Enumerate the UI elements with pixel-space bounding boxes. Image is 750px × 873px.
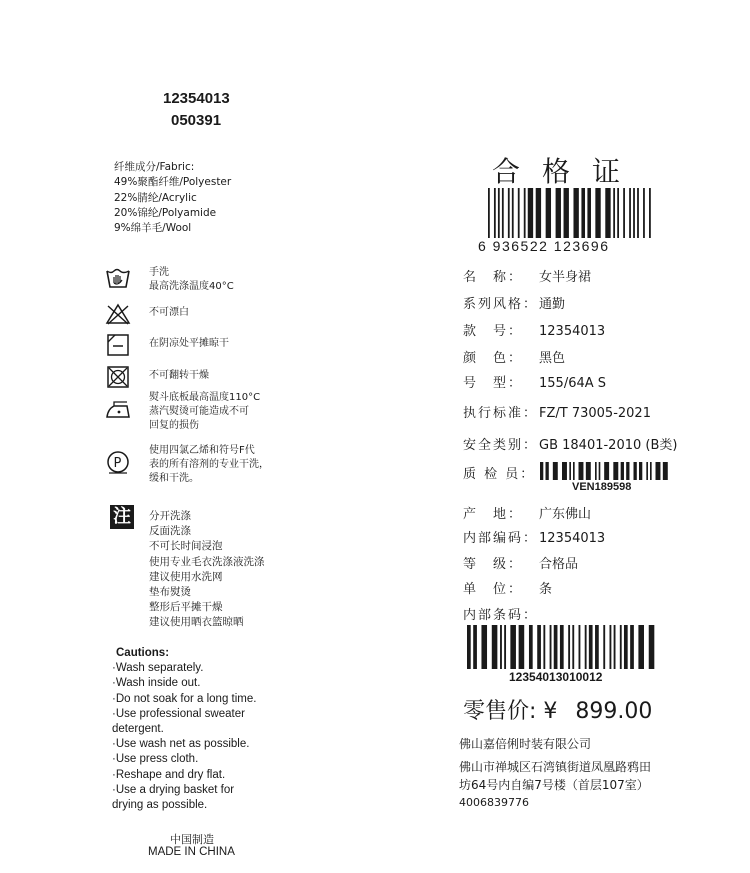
fabric-line: 22%腈纶/Acrylic — [114, 191, 197, 204]
barcode-bar — [605, 188, 610, 238]
field-row — [463, 372, 606, 391]
field-row — [463, 320, 605, 339]
fabric-line: 49%聚酯纤维/Polyester — [114, 176, 232, 189]
caution-line: ·Use press cloth. — [112, 753, 199, 766]
field-row — [463, 347, 565, 366]
caution-line: drying as possible. — [112, 799, 208, 812]
field-row — [463, 527, 605, 546]
barcode-bar — [519, 625, 525, 669]
barcode-bar — [524, 188, 526, 238]
note-line: 分开洗涤 — [149, 510, 191, 522]
barcode-bar — [502, 188, 504, 238]
barcode-bar — [579, 462, 584, 480]
lot-code: 050391 — [171, 112, 222, 129]
care-notes — [149, 509, 265, 631]
internal-barcode — [467, 625, 657, 669]
barcode-bar — [623, 188, 625, 238]
barcode-bar — [613, 462, 618, 480]
ean-number: 6 936522 123696 — [478, 238, 610, 254]
barcode-bar — [488, 188, 490, 238]
field-row — [463, 402, 651, 421]
care-row-dry-clean — [105, 444, 269, 486]
barcode-bar — [553, 462, 558, 480]
barcode-bar — [554, 625, 558, 669]
field-row — [463, 553, 578, 572]
field-value: 广东佛山 — [539, 507, 592, 522]
note-line: 反面洗涤 — [149, 525, 191, 538]
barcode-bar — [663, 462, 668, 480]
company-address-line1: 佛山市禅城区石湾镇街道凤凰路鸦田 — [459, 760, 652, 774]
field-label: 质 检 员： — [463, 467, 536, 482]
fabric-composition — [114, 160, 231, 236]
barcode-bar — [546, 462, 549, 480]
ean-barcode — [478, 188, 658, 254]
barcode-bar — [536, 188, 541, 238]
barcode-bar — [543, 625, 545, 669]
field-row — [463, 434, 677, 453]
fabric-line: 20%锦纶/Polyamide — [114, 206, 217, 219]
barcode-bar — [572, 625, 574, 669]
barcode-bar — [629, 188, 631, 238]
barcode-bar — [595, 188, 600, 238]
barcode-bar — [492, 625, 498, 669]
barcode-bar — [610, 625, 612, 669]
inspector-barcode — [540, 462, 672, 480]
barcode-bar — [512, 188, 514, 238]
note-line: 不可长时间浸泡 — [149, 540, 223, 553]
barcode-bar — [649, 625, 655, 669]
field-row — [463, 463, 539, 482]
barcode-bar — [528, 188, 533, 238]
company-address-line2: 坊64号内自编7号楼（首层107室） — [459, 778, 649, 792]
care-text: 不可漂白 — [149, 307, 189, 318]
no-bleach-icon — [105, 302, 131, 326]
barcode-bar — [604, 462, 609, 480]
barcode-bar — [626, 462, 629, 480]
barcode-bar — [581, 188, 585, 238]
barcode-bar — [599, 462, 601, 480]
field-value: 黑色 — [539, 351, 566, 366]
care-row-no-bleach — [105, 302, 189, 326]
field-label: 安全类别： — [463, 438, 539, 453]
retail-price — [463, 694, 652, 725]
care-row-iron — [105, 391, 260, 433]
barcode-bar — [603, 625, 605, 669]
note-line: 垫布熨烫 — [149, 586, 191, 599]
caution-line: ·Use professional sweater — [112, 707, 245, 720]
style-code: 12354013 — [163, 90, 230, 107]
barcode-bar — [614, 625, 616, 669]
company-name: 佛山嘉倍俐时装有限公司 — [459, 737, 592, 751]
barcode-bar — [621, 462, 624, 480]
field-value: 12354013 — [539, 324, 606, 339]
origin-english: MADE IN CHINA — [148, 846, 235, 858]
field-value: FZ/T 73005-2021 — [539, 406, 651, 421]
barcode-bar — [569, 462, 571, 480]
no-tumble-dry-icon — [105, 365, 131, 389]
field-row — [463, 266, 591, 285]
barcode-bar — [649, 188, 651, 238]
internal-barcode-number: 12354013010012 — [509, 670, 603, 684]
iron-110-icon — [105, 397, 131, 421]
barcode-bar — [650, 462, 652, 480]
care-label — [0, 0, 312, 873]
care-row-dry-flat — [105, 333, 229, 357]
origin-chinese: 中国制造 — [170, 833, 214, 846]
note-line: 使用专业毛衣洗涤液洗涤 — [149, 555, 265, 568]
fabric-line: 纤维成分/Fabric: — [114, 161, 195, 173]
field-label: 名 称： — [463, 270, 524, 285]
price-value: 899.00 — [575, 699, 653, 724]
field-value: 女半身裙 — [539, 270, 592, 285]
field-row — [463, 503, 591, 522]
care-text: 在阴凉处平摊晾干 — [149, 338, 229, 349]
care-row-hand-wash — [105, 266, 234, 294]
barcode-bar — [637, 188, 639, 238]
field-label: 内部条码： — [463, 608, 539, 623]
barcode-bar — [568, 625, 570, 669]
field-label: 单 位： — [463, 582, 524, 597]
barcode-bar — [656, 462, 661, 480]
barcode-bar — [646, 462, 648, 480]
care-text: 使用四氯乙烯和符号F代 表的所有溶剂的专业干洗， 缓和干洗。 — [149, 445, 269, 484]
barcode-bar — [500, 625, 502, 669]
care-row-no-tumble — [105, 365, 209, 389]
caution-line: ·Use wash net as possible. — [112, 738, 250, 751]
barcode-bar — [573, 462, 575, 480]
fabric-line: 9%绵羊毛/Wool — [114, 222, 192, 235]
hand-wash-icon — [105, 266, 131, 290]
professional-dry-clean-p-icon — [105, 450, 131, 474]
barcode-bar — [504, 625, 506, 669]
barcode-bar — [595, 462, 597, 480]
barcode-bar — [467, 625, 471, 669]
barcode-bar — [573, 188, 578, 238]
barcode-bar — [556, 188, 561, 238]
caution-line: ·Wash separately. — [112, 662, 204, 675]
cautions — [112, 646, 256, 813]
field-value: GB 18401-2010 (B类) — [539, 438, 678, 453]
field-value: 合格品 — [539, 557, 579, 572]
barcode-bar — [589, 625, 593, 669]
dry-flat-shade-icon — [105, 333, 131, 357]
barcode-bar — [540, 462, 543, 480]
barcode-bar — [473, 625, 477, 669]
note-line: 整形后平摊干燥 — [149, 601, 223, 614]
svg-text:P: P — [113, 456, 122, 471]
cautions-title: Cautions: — [116, 647, 170, 659]
barcode-bar — [508, 188, 510, 238]
barcode-bar — [630, 625, 634, 669]
caution-line: ·Do not soak for a long time. — [112, 692, 257, 705]
field-label: 等 级： — [463, 557, 524, 572]
barcode-bar — [595, 625, 599, 669]
barcode-bar — [638, 625, 644, 669]
barcode-bar — [620, 625, 622, 669]
field-value: 155/64A S — [539, 376, 607, 391]
field-value: 条 — [539, 582, 553, 597]
barcode-bar — [587, 188, 591, 238]
barcode-bar — [518, 188, 520, 238]
barcode-bar — [562, 462, 567, 480]
field-label: 号 型： — [463, 376, 524, 391]
note-line: 建议使用水洗网 — [149, 570, 223, 583]
barcode-bar — [546, 188, 551, 238]
barcode-bar — [613, 188, 615, 238]
field-label: 产 地： — [463, 507, 524, 522]
caution-line: ·Wash inside out. — [112, 677, 201, 690]
barcode-bar — [494, 188, 496, 238]
barcode-bar — [643, 188, 645, 238]
barcode-bar — [634, 462, 637, 480]
field-label: 款 号： — [463, 324, 524, 339]
barcode-bar — [633, 188, 635, 238]
barcode-bar — [585, 625, 587, 669]
note-mark-icon: 注 — [110, 505, 134, 529]
note-line: 建议使用晒衣篮晾晒 — [149, 616, 244, 629]
field-label: 系列风格： — [463, 297, 539, 312]
barcode-bar — [529, 625, 533, 669]
barcode-bar — [624, 625, 628, 669]
caution-line: detergent. — [112, 723, 164, 736]
inspector-code: VEN189598 — [572, 481, 632, 493]
barcode-bar — [550, 625, 552, 669]
barcode-bar — [564, 188, 569, 238]
barcode-bar — [579, 625, 581, 669]
care-text: 熨斗底板最高温度110°C 蒸汽熨烫可能造成不可 回复的损伤 — [149, 392, 261, 431]
barcode-bar — [481, 625, 487, 669]
barcode-bar — [617, 188, 619, 238]
certificate-title: 合格证 — [492, 155, 643, 188]
caution-line: ·Use a drying basket for — [112, 783, 235, 796]
field-value: 通勤 — [539, 297, 566, 312]
field-label: 内部编码： — [463, 531, 539, 546]
field-row — [463, 604, 539, 623]
care-text: 不可翻转干燥 — [149, 370, 209, 381]
barcode-bar — [510, 625, 516, 669]
barcode-bar — [586, 462, 591, 480]
barcode-bar — [560, 625, 564, 669]
price-label: 零售价: ¥ — [463, 699, 558, 724]
barcode-bar — [498, 188, 500, 238]
barcode-bar — [639, 462, 642, 480]
field-label: 执行标准： — [463, 406, 539, 421]
barcode-bar — [537, 625, 541, 669]
caution-line: ·Reshape and dry flat. — [112, 768, 226, 781]
company-phone: 4006839776 — [459, 796, 529, 809]
field-row — [463, 578, 552, 597]
field-row — [463, 293, 565, 312]
field-label: 颜 色： — [463, 351, 524, 366]
care-text: 手洗 最高洗涤温度40°C — [149, 267, 234, 292]
field-value: 12354013 — [539, 531, 606, 546]
